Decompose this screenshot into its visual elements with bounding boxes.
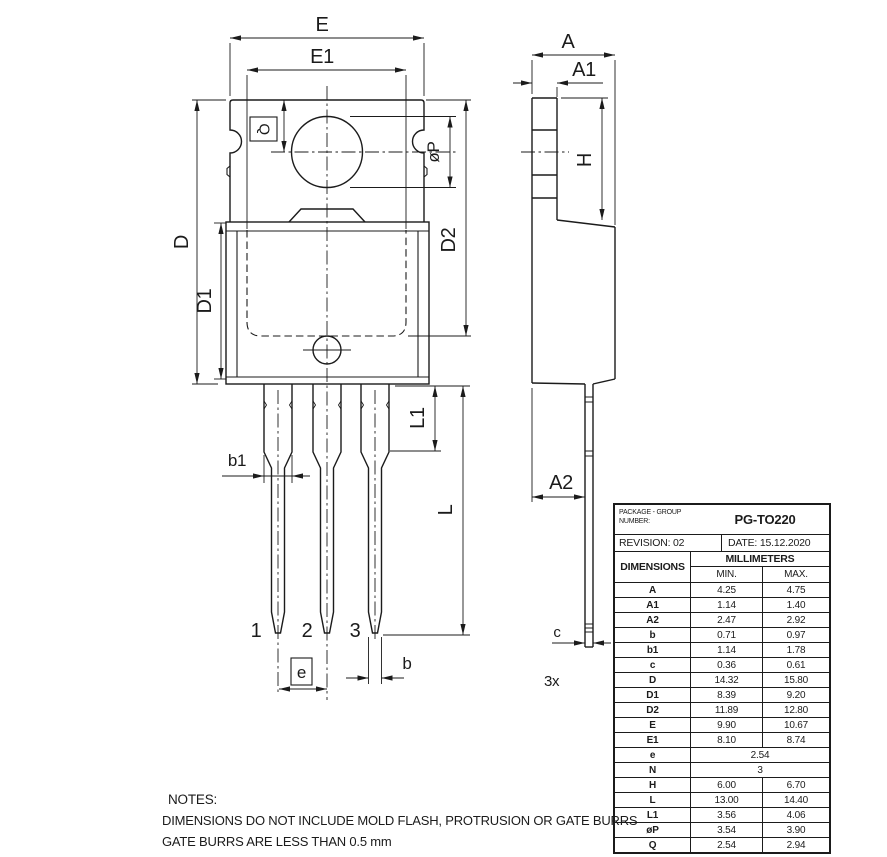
dim-label-A1: A1 xyxy=(572,59,596,81)
revision-label: REVISION: 02 xyxy=(619,537,685,549)
dim-label-E: E xyxy=(315,14,329,36)
table-row-L: L 13.00 14.40 xyxy=(615,792,829,807)
dim-label-L: L xyxy=(435,504,457,516)
max-header: MAX. xyxy=(762,567,829,582)
package-group-label-line2: NUMBER: xyxy=(619,518,650,526)
table-row-N: N 3 xyxy=(615,762,829,777)
table-title-row xyxy=(615,505,829,534)
min-header: MIN. xyxy=(716,569,737,580)
dim-D1 xyxy=(194,223,226,379)
pin-number-2: 2 xyxy=(301,620,313,642)
table-row-e: e 2.54 xyxy=(615,747,829,762)
table-row-phiP: øP 3.54 3.90 xyxy=(615,822,829,837)
dimensions-header: DIMENSIONS xyxy=(620,561,685,573)
notes-title: NOTES: xyxy=(168,792,218,807)
side-tab xyxy=(521,98,569,383)
dim-label-D2: D2 xyxy=(438,227,460,253)
dim-label-b: b xyxy=(402,654,412,673)
dim-label-D: D xyxy=(171,234,193,250)
dim-label-A: A xyxy=(561,31,575,53)
lead-count-label: 3x xyxy=(544,673,560,690)
table-row-Q: Q 2.54 2.94 xyxy=(615,837,829,852)
dim-L1 xyxy=(390,386,470,451)
table-row-H: H 6.00 6.70 xyxy=(615,777,829,792)
date-label: DATE: 15.12.2020 xyxy=(721,535,829,551)
table-row-D: D 14.32 15.80 xyxy=(615,672,829,687)
package-body xyxy=(226,222,429,384)
dim-b xyxy=(346,637,412,684)
dim-label-E1: E1 xyxy=(310,46,334,68)
lead-1 xyxy=(264,384,292,694)
notes-line-2: GATE BURRS ARE LESS THAN 0.5 mm xyxy=(162,834,392,849)
revision-date-row xyxy=(615,534,829,551)
table-row-c: c 0.36 0.61 xyxy=(615,657,829,672)
table-row-A2: A2 2.47 2.92 xyxy=(615,612,829,627)
table-row-b1: b1 1.14 1.78 xyxy=(615,642,829,657)
dim-c xyxy=(552,624,611,643)
dimension-table xyxy=(613,503,831,854)
side-lead xyxy=(585,384,593,647)
dim-label-b1: b1 xyxy=(227,451,247,470)
table-row-L1: L1 3.56 4.06 xyxy=(615,807,829,822)
table-row-E: E 9.90 10.67 xyxy=(615,717,829,732)
side-view xyxy=(513,31,615,690)
pin-number-1: 1 xyxy=(250,620,262,642)
table-header-row xyxy=(615,551,829,582)
millimeters-header: MILLIMETERS xyxy=(691,552,829,567)
notes-block xyxy=(162,789,637,852)
pin-number-3: 3 xyxy=(349,620,361,642)
table-row-A1: A1 1.14 1.40 xyxy=(615,597,829,612)
dim-E1 xyxy=(247,46,406,229)
dim-label-H: H xyxy=(574,152,596,168)
dim-label-A2: A2 xyxy=(549,472,573,494)
dim-D xyxy=(171,100,226,384)
table-row-b: b 0.71 0.97 xyxy=(615,627,829,642)
dim-label-Q: Q xyxy=(255,123,273,135)
table-row-A: A 4.25 4.75 xyxy=(615,582,829,597)
side-body xyxy=(532,220,615,384)
dim-e xyxy=(279,658,327,689)
dim-H xyxy=(561,98,608,220)
hidden-die-pad xyxy=(247,230,406,336)
table-row-D1: D1 8.39 9.20 xyxy=(615,687,829,702)
package-name: PG-TO220 xyxy=(734,512,796,527)
dim-Q xyxy=(250,100,284,152)
dim-A1 xyxy=(513,59,603,97)
notes-line-1: DIMENSIONS DO NOT INCLUDE MOLD FLASH, PROTRUSION OR GATE BURRS xyxy=(162,813,638,828)
dim-label-D1: D1 xyxy=(194,288,216,314)
millimeters-block xyxy=(690,552,829,582)
dim-label-c: c xyxy=(553,624,561,641)
dim-A2 xyxy=(532,388,585,502)
dim-label-L1: L1 xyxy=(407,407,429,429)
table-row-E1: E1 8.10 8.74 xyxy=(615,732,829,747)
package-group-label xyxy=(615,505,701,534)
package-group-label-line1: PACKAGE - GROUP xyxy=(619,509,682,516)
dim-label-phiP: øP xyxy=(424,141,443,163)
lead-3 xyxy=(361,384,389,640)
table-row-D2: D2 11.89 12.80 xyxy=(615,702,829,717)
dim-label-e: e xyxy=(296,663,307,682)
front-view xyxy=(171,14,471,700)
